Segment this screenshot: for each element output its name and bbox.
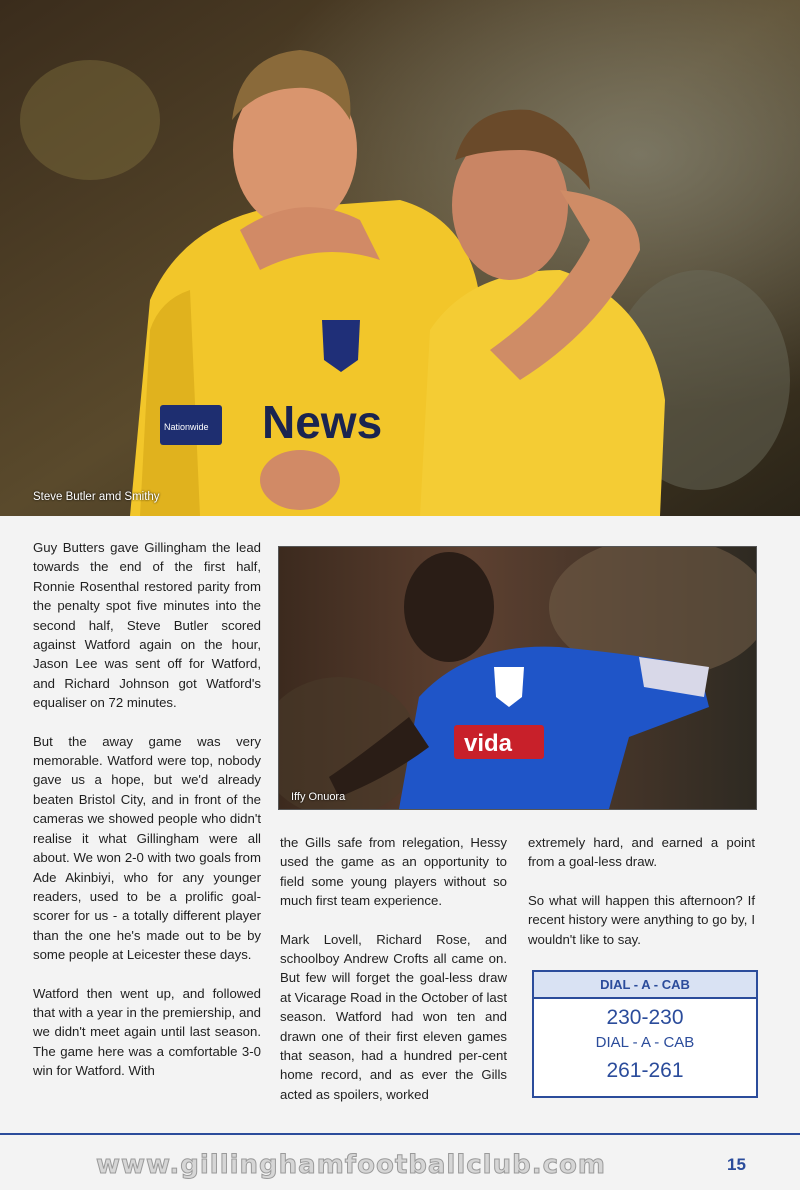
hero-caption: Steve Butler amd Smithy [33,491,160,503]
dial-a-cab-heading: DIAL - A - CAB [534,972,756,999]
dial-a-cab-advert [532,970,758,1098]
hero-photo-illustration [0,0,800,516]
paragraph: So what will happen this afternoon? If recent history were anything to go by, I wouldn't like to say. [528,892,755,947]
article-column-2 [280,833,507,1123]
onuora-sponsor-text: vida [464,730,513,757]
article-column-1 [33,538,261,1100]
paragraph: extremely hard, and earned a point from a goal-less draw. [528,835,755,870]
paragraph: But the away game was very memorable. Watford were top, nobody gave us a hope, but we'd already beaten Bristol City, and in front of the cameras we showed people who didn't realise it what Gillingham were all about. We won 2-0 with two goals from Ade Akinbiyi, who for any younger readers, used to be a prolific goal-scorer for us - a totally different player than the one he's made out to be by some people at Leicester these days. [33,733,261,963]
onuora-caption: Iffy Onuora [291,791,346,803]
paragraph: Guy Butters gave Gillingham the lead towards the end of the first half, Ronnie Rosenthal restored parity from the penalty spot five minutes into the second half, Steve Butler scored against Watford again on the hour, Jason Lee was sent off for Watford, and Richard Johnson got Watford's equaliser on 72 minutes. [33,540,261,711]
paragraph: Watford then went up, and followed that with a year in the premiership, and we didn't meet again until last season. The game here was a comfortable 3-0 win for Watford. With [33,985,261,1079]
footer-website-url: www.gillinghamfootballclub.com [96,1150,606,1180]
cab-phone-number-2: 261-261 [606,1059,684,1082]
hero-photo [0,0,800,516]
nationwide-badge-text: Nationwide [164,422,209,432]
article-column-3 [528,833,755,968]
page-number: 15 [727,1155,746,1174]
onuora-photo-illustration [279,547,756,809]
paragraph: the Gills safe from relegation, Hessy used the game as an opportunity to field some young players without so much first team experience. [280,835,507,909]
dial-a-cab-subheading: DIAL - A - CAB [595,1034,695,1051]
onuora-photo [278,546,757,810]
paragraph: Mark Lovell, Richard Rose, and schoolboy Andrew Crofts all came on. But few will forget the goal-less draw at Vicarage Road in the October of last season. Watford had won ten and drawn one of their first eleven games that season, had a hundred per-cent home record, and as ever the Gills acted as spoilers, worked [280,931,508,1102]
footer-divider [0,1133,800,1135]
cab-phone-number-1: 230-230 [606,1006,684,1029]
hero-sponsor-text: News [262,396,383,448]
